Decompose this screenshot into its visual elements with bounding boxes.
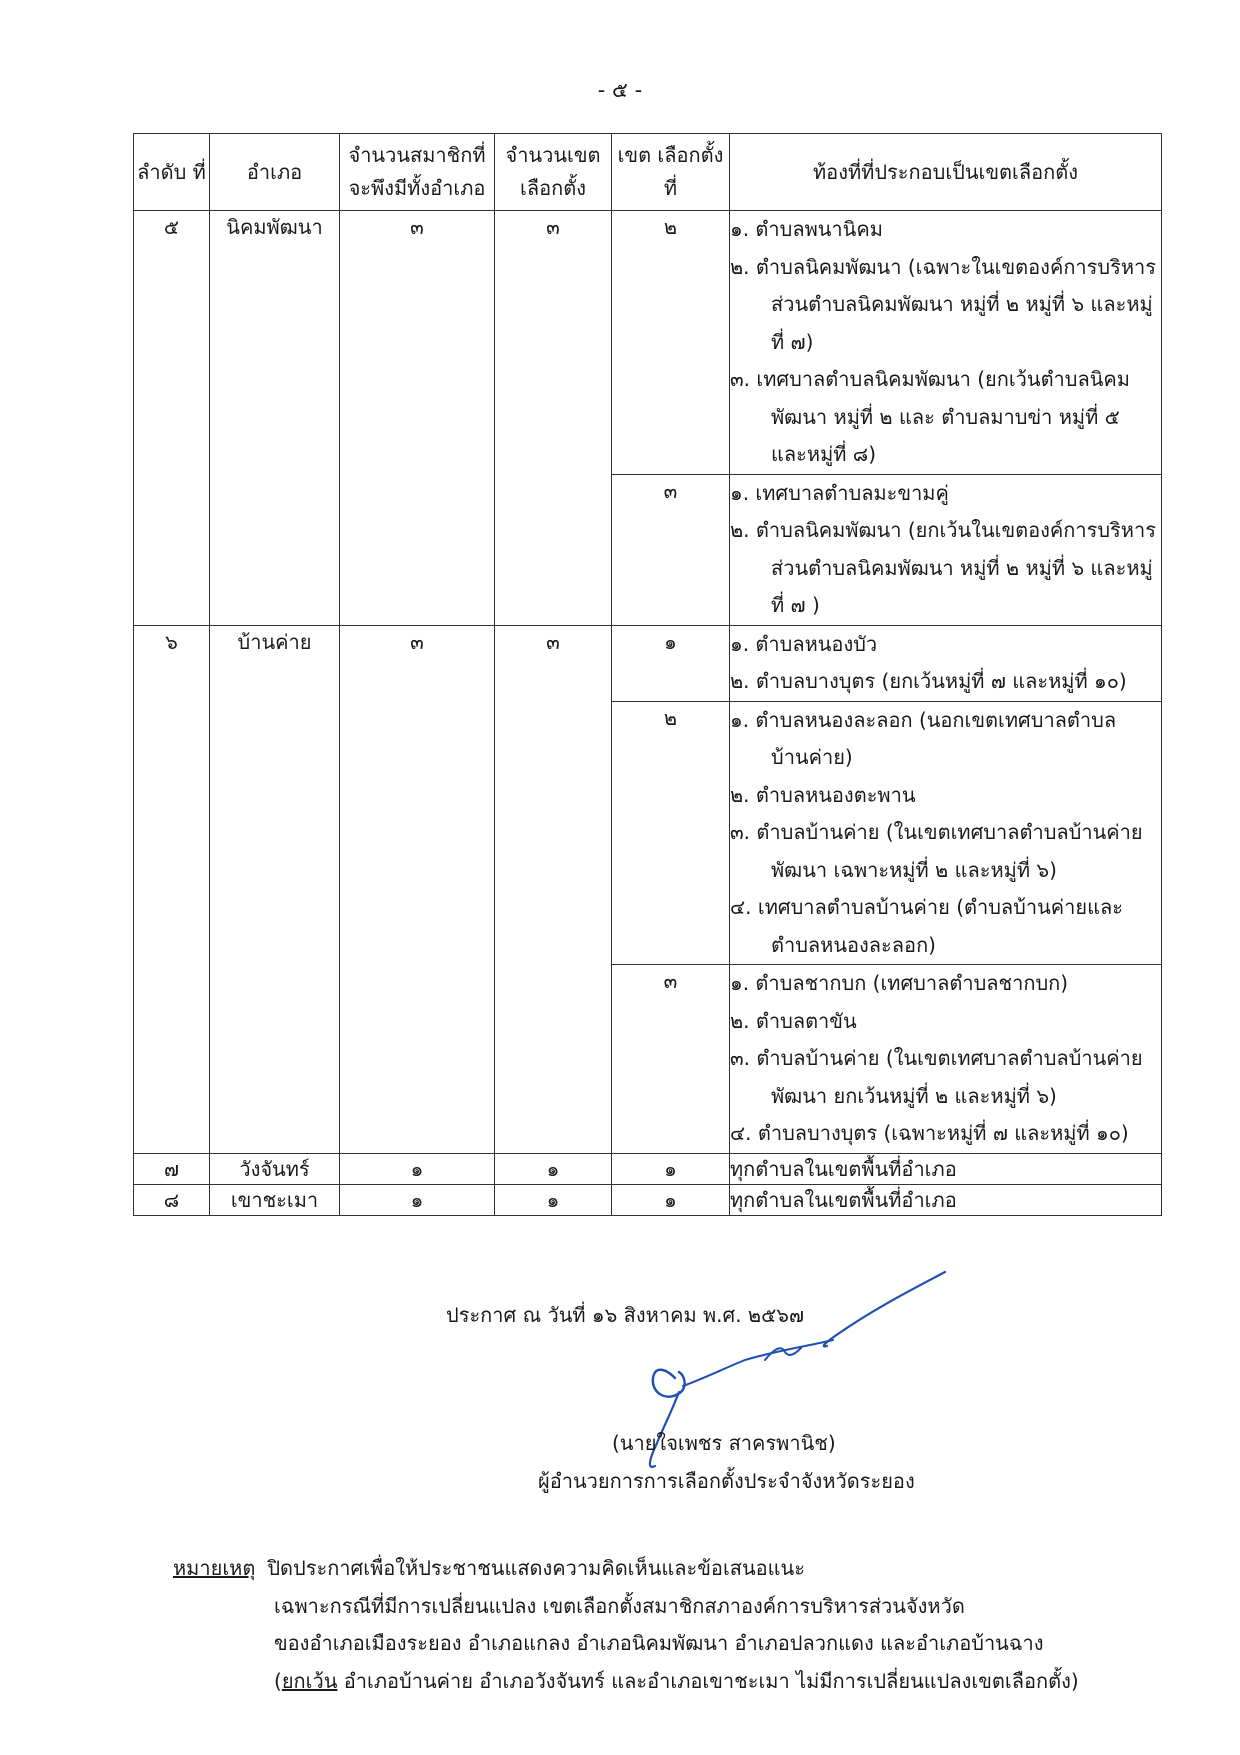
- note-line: [173, 1550, 1079, 1588]
- zone-number: ๑: [612, 625, 730, 701]
- row-no: ๘: [134, 1184, 210, 1215]
- note-text: ปิดประกาศเพื่อให้ประชาชนแสดงความคิดเห็นและข้อเสนอแนะ: [267, 1556, 805, 1580]
- table-row: [134, 211, 1162, 475]
- row-zones: ๑: [495, 1153, 612, 1184]
- note-except: ยกเว้น: [281, 1668, 338, 1693]
- zone-areas: [730, 211, 1162, 475]
- area-item: ๒. ตำบลนิคมพัฒนา (ยกเว้นในเขตองค์การบริหารส่วนตำบลนิคมพัฒนา หมู่ที่ ๒ หมู่ที่ ๖ และหมู่ที่ ๗ ): [730, 518, 1156, 617]
- header-areas: ท้องที่ที่ประกอบเป็นเขตเลือกตั้ง: [730, 134, 1162, 211]
- zone-areas: [730, 625, 1162, 701]
- signer-name: (นายใจเพชร สาครพานิช): [612, 1431, 836, 1455]
- table-row: [134, 625, 1162, 701]
- area-item: ทุกตำบลในเขตพื้นที่อำเภอ: [730, 1153, 1162, 1184]
- row-no: ๖: [134, 625, 210, 1153]
- area-item: ๒. ตำบลตาขัน: [730, 1008, 857, 1033]
- zone-areas: [730, 701, 1162, 965]
- area-item: ทุกตำบลในเขตพื้นที่อำเภอ: [730, 1184, 1162, 1215]
- table-header-row: [134, 134, 1162, 211]
- area-item: ๓. ตำบลบ้านค่าย (ในเขตเทศบาลตำบลบ้านค่ายพัฒนา เฉพาะหมู่ที่ ๒ และหมู่ที่ ๖): [730, 820, 1143, 882]
- row-zones: ๑: [495, 1184, 612, 1215]
- note-text: อำเภอบ้านค่าย อำเภอวังจันทร์ และอำเภอเขาชะเมา ไม่มีการเปลี่ยนแปลงเขตเลือกตั้ง): [337, 1668, 1079, 1693]
- zone-number: ๑: [612, 1153, 730, 1184]
- note-paren: (: [274, 1668, 282, 1693]
- row-zones: ๓: [495, 625, 612, 1153]
- area-item: ๔. เทศบาลตำบลบ้านค่าย (ตำบลบ้านค่ายและตำบลหนองละลอก): [730, 895, 1123, 957]
- area-item: ๒. ตำบลหนองตะพาน: [730, 782, 916, 807]
- header-members: จำนวนสมาชิกที่ จะพึงมีทั้งอำเภอ: [340, 134, 495, 211]
- row-members: ๓: [340, 625, 495, 1153]
- zone-areas: [730, 474, 1162, 625]
- announcement-date: ประกาศ ณ วันที่ ๑๖ สิงหาคม พ.ศ. ๒๕๖๗: [446, 1303, 804, 1327]
- zone-number: ๑: [612, 1184, 730, 1215]
- area-item: ๒. ตำบลนิคมพัฒนา (เฉพาะในเขตองค์การบริหารส่วนตำบลนิคมพัฒนา หมู่ที่ ๒ หมู่ที่ ๖ และหมู่ที่ ๗): [730, 254, 1156, 354]
- note-line: ของอำเภอเมืองระยอง อำเภอแกลง อำเภอนิคมพัฒนา อำเภอปลวกแดง และอำเภอบ้านฉาง: [274, 1631, 1044, 1655]
- row-no: ๕: [134, 211, 210, 626]
- row-members: ๑: [340, 1184, 495, 1215]
- zone-number: ๒: [612, 701, 730, 965]
- row-district: วังจันทร์: [210, 1153, 340, 1184]
- note-label: หมายเหตุ: [173, 1556, 256, 1580]
- note-block: [173, 1550, 1079, 1700]
- zone-number: ๓: [612, 474, 730, 625]
- signer-position: ผู้อำนวยการการเลือกตั้งประจำจังหวัดระยอง: [538, 1469, 915, 1493]
- zone-areas: [730, 965, 1162, 1154]
- area-item: ๔. ตำบลบางบุตร (เฉพาะหมู่ที่ ๗ และหมู่ที่ ๑๐): [730, 1121, 1129, 1145]
- header-no: ลำดับ ที่: [134, 134, 210, 211]
- area-item: ๑. เทศบาลตำบลมะขามคู่: [730, 480, 949, 505]
- table-row: [134, 1153, 1162, 1184]
- row-members: ๑: [340, 1153, 495, 1184]
- header-zones: จำนวนเขต เลือกตั้ง: [495, 134, 612, 211]
- area-item: ๑. ตำบลหนองละลอก (นอกเขตเทศบาลตำบลบ้านค่าย): [730, 707, 1117, 769]
- header-zone-no: เขต เลือกตั้งที่: [612, 134, 730, 211]
- area-item: ๒. ตำบลบางบุตร (ยกเว้นหมู่ที่ ๗ และหมู่ที่ ๑๐): [730, 669, 1127, 693]
- row-zones: ๓: [495, 211, 612, 626]
- header-district: อำเภอ: [210, 134, 340, 211]
- area-item: ๓. ตำบลบ้านค่าย (ในเขตเทศบาลตำบลบ้านค่ายพัฒนา ยกเว้นหมู่ที่ ๒ และหมู่ที่ ๖): [730, 1046, 1143, 1108]
- zone-number: ๒: [612, 211, 730, 475]
- row-district: นิคมพัฒนา: [210, 211, 340, 626]
- note-line: เฉพาะกรณีที่มีการเปลี่ยนแปลง เขตเลือกตั้งสมาชิกสภาองค์การบริหารส่วนจังหวัด: [274, 1593, 965, 1618]
- row-district: เขาชะเมา: [210, 1184, 340, 1215]
- area-item: ๓. เทศบาลตำบลนิคมพัฒนา (ยกเว้นตำบลนิคมพัฒนา หมู่ที่ ๒ และ ตำบลมาบข่า หมู่ที่ ๕ และหมู่ที่ ๘): [730, 367, 1130, 466]
- area-item: ๑. ตำบลชากบก (เทศบาลตำบลชากบก): [730, 971, 1069, 995]
- table-row: [134, 1184, 1162, 1215]
- area-item: ๑. ตำบลพนานิคม: [730, 217, 883, 241]
- area-item: ๑. ตำบลหนองบัว: [730, 631, 878, 656]
- page-number: - ๕ -: [597, 78, 643, 102]
- row-no: ๗: [134, 1153, 210, 1184]
- election-zone-table: [133, 133, 1162, 1216]
- zone-number: ๓: [612, 965, 730, 1154]
- row-members: ๓: [340, 211, 495, 626]
- note-line: [173, 1663, 1079, 1701]
- row-district: บ้านค่าย: [210, 625, 340, 1153]
